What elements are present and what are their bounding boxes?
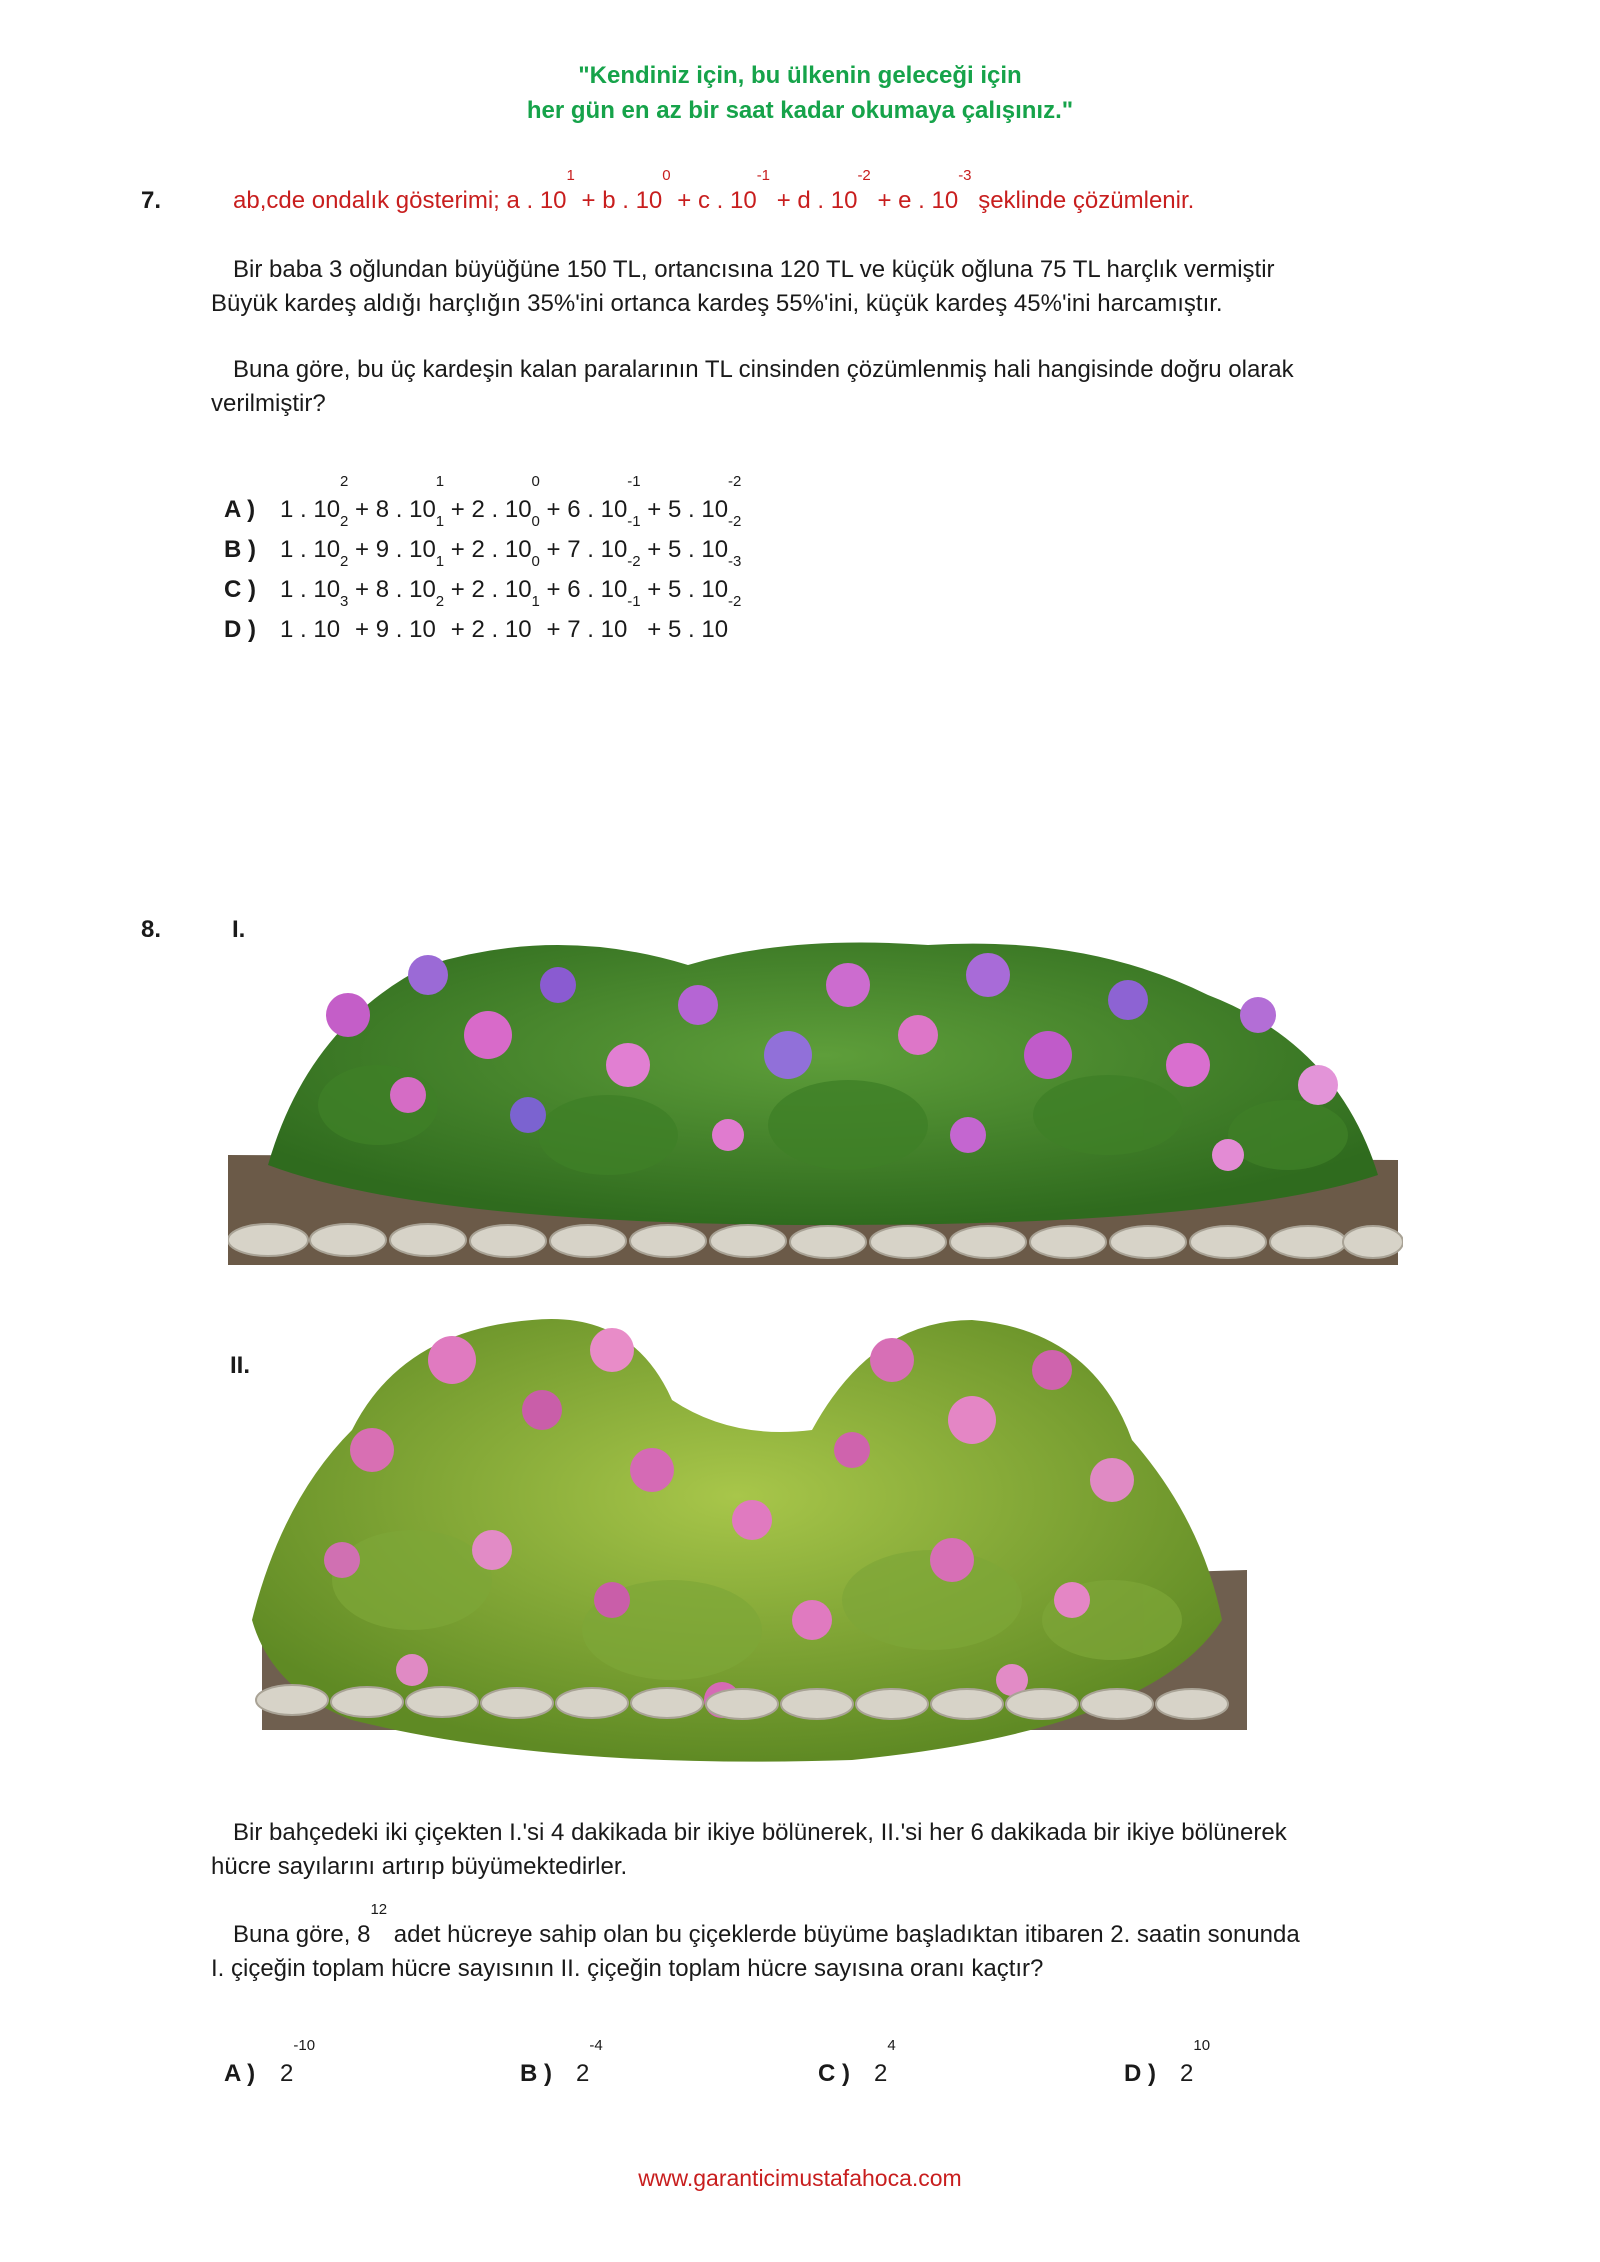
q7-rule-text: + b . 10 (574, 187, 663, 214)
q8-paragraph-1 (211, 1816, 1287, 1884)
image-2-label: II. (230, 1352, 251, 1379)
option-term: + 8 . 10 (348, 496, 436, 523)
option-base: 2 (280, 2060, 294, 2087)
q7-options (224, 473, 742, 650)
option-term: + 6 . 10 (539, 496, 628, 523)
q7-rule-exp: -1 (756, 167, 771, 184)
option-term: 1 . 10 (280, 616, 341, 643)
q8-para1-line2: hücre sayılarını artırıp büyümektedirler. (211, 1853, 628, 1880)
q7-option-c[interactable] (224, 553, 742, 610)
q8-option-a[interactable] (224, 2037, 316, 2094)
q7-paragraph-2 (211, 353, 1294, 421)
q7-rule-text: + e . 10 (870, 187, 959, 214)
q8-para2-line2: I. çiçeğin toplam hücre sayısının II. çiçeğin toplam hücre sayısına oranı kaçtır? (211, 1955, 1044, 1982)
option-exp: -1 (627, 473, 641, 490)
option-exp: -2 (728, 593, 742, 610)
option-term: + 5 . 10 (640, 496, 729, 523)
option-exp: 1 (531, 593, 540, 610)
q7-rule-text: şeklinde çözümlenir. (971, 187, 1195, 214)
q7-rule-text: ab,cde ondalık gösterimi; a . 10 (233, 187, 567, 214)
q8-option-c[interactable] (818, 2037, 896, 2094)
footer-url[interactable]: www.garanticimustafahoca.com (638, 2165, 962, 2191)
option-exp: -2 (728, 513, 742, 530)
option-exp: 1 (435, 513, 445, 530)
option-exp: 3 (340, 593, 349, 610)
option-term: 1 . 10 (280, 496, 341, 523)
q8-para2-line1 (211, 1901, 1300, 1952)
option-exp: -3 (728, 553, 742, 570)
option-term: 1 . 10 (280, 536, 341, 563)
option-exp: -1 (627, 513, 641, 530)
q7-paragraph-1 (211, 253, 1275, 321)
q7-rule-exp: 0 (662, 167, 671, 184)
option-term: + 6 . 10 (539, 576, 628, 603)
q7-para1-line1: Bir baba 3 oğlundan büyüğüne 150 TL, ortancısına 120 TL ve küçük oğluna 75 TL harçlık vermiştir (233, 256, 1275, 283)
option-exp: 10 (1193, 2037, 1211, 2054)
hydrangea-bush-image (228, 905, 1403, 1280)
option-exp: 4 (887, 2037, 896, 2054)
q7-rule-exp: -2 (857, 167, 871, 184)
option-term: + 9 . 10 (348, 536, 436, 563)
option-term: + 2 . 10 (444, 536, 532, 563)
q7-para2-line2: verilmiştir? (211, 390, 326, 417)
option-exp: 1 (435, 553, 445, 570)
option-exp: 2 (435, 593, 445, 610)
q7-rule-text: + c . 10 (670, 187, 757, 214)
option-exp: 2 (340, 473, 349, 490)
option-exp: -10 (293, 2037, 316, 2054)
q8-para2-text: Buna göre, 8 (233, 1921, 371, 1948)
q7-option-d[interactable] (224, 593, 742, 650)
option-term: + 7 . 10 (539, 616, 628, 643)
q8-option-d[interactable] (1124, 2037, 1211, 2094)
motto-line-1: "Kendiniz için, bu ülkenin geleceği için (578, 62, 1022, 89)
q7-rule-exp: 1 (566, 167, 575, 184)
option-term: 1 . 10 (280, 576, 341, 603)
q7-option-a[interactable] (224, 473, 742, 530)
image-1-label: I. (232, 916, 246, 943)
option-base: 2 (1180, 2060, 1194, 2087)
option-term: + 5 . 10 (640, 616, 729, 643)
option-term: + 7 . 10 (539, 536, 628, 563)
option-label: C ) (818, 2060, 850, 2087)
option-label: D ) (1124, 2060, 1156, 2087)
option-label: B ) (224, 536, 256, 563)
option-term: + 5 . 10 (640, 576, 729, 603)
option-exp: 0 (531, 553, 540, 570)
option-term: + 2 . 10 (444, 616, 532, 643)
option-label: D ) (224, 616, 256, 643)
option-exp: 1 (435, 473, 445, 490)
motto-line-2: her gün en az bir saat kadar okumaya çalışınız." (526, 97, 1074, 124)
option-exp: -4 (589, 2037, 603, 2054)
option-exp: 0 (531, 513, 540, 530)
header-motto (0, 58, 1600, 128)
q7-para2-line1: Buna göre, bu üç kardeşin kalan paralarının TL cinsinden çözümlenmiş hali hangisinde doğru olarak (233, 356, 1294, 383)
option-exp: 2 (340, 553, 349, 570)
q8-option-b[interactable] (520, 2037, 603, 2094)
option-exp: 2 (340, 513, 349, 530)
q8-para1-line1: Bir bahçedeki iki çiçekten I.'si 4 dakikada bir ikiye bölünerek, II.'si her 6 dakikada bir ikiye bölünerek (233, 1819, 1287, 1846)
option-base: 2 (576, 2060, 590, 2087)
question-7-number: 7. (141, 187, 162, 214)
option-term: + 2 . 10 (444, 496, 532, 523)
option-label: A ) (224, 496, 256, 523)
option-term: + 2 . 10 (444, 576, 532, 603)
option-term: + 8 . 10 (348, 576, 436, 603)
q8-para2-exp: 12 (370, 1901, 388, 1918)
option-exp: 0 (531, 473, 540, 490)
option-term: + 9 . 10 (348, 616, 436, 643)
q7-para1-line2: Büyük kardeş aldığı harçlığın 35%'ini ortanca kardeş 55%'ini, küçük kardeş 45%'ini harcamıştır. (211, 290, 1223, 317)
option-label: A ) (224, 2060, 256, 2087)
q8-paragraph-2 (211, 1901, 1300, 1986)
spirea-bush-image (252, 1300, 1252, 1780)
q7-option-b[interactable] (224, 513, 742, 570)
question-8-number: 8. (141, 916, 162, 943)
option-label: B ) (520, 2060, 552, 2087)
option-term: + 5 . 10 (640, 536, 729, 563)
q7-rule (233, 167, 1195, 218)
option-exp: -2 (728, 473, 742, 490)
option-exp: -1 (627, 593, 641, 610)
option-base: 2 (874, 2060, 888, 2087)
option-label: C ) (224, 576, 256, 603)
q7-rule-text: + d . 10 (770, 187, 858, 214)
q8-para2-text: adet hücreye sahip olan bu çiçeklerde büyüme başladıktan itibaren 2. saatin sonunda (387, 1921, 1300, 1948)
q7-rule-exp: -3 (958, 167, 972, 184)
option-exp: -2 (627, 553, 641, 570)
